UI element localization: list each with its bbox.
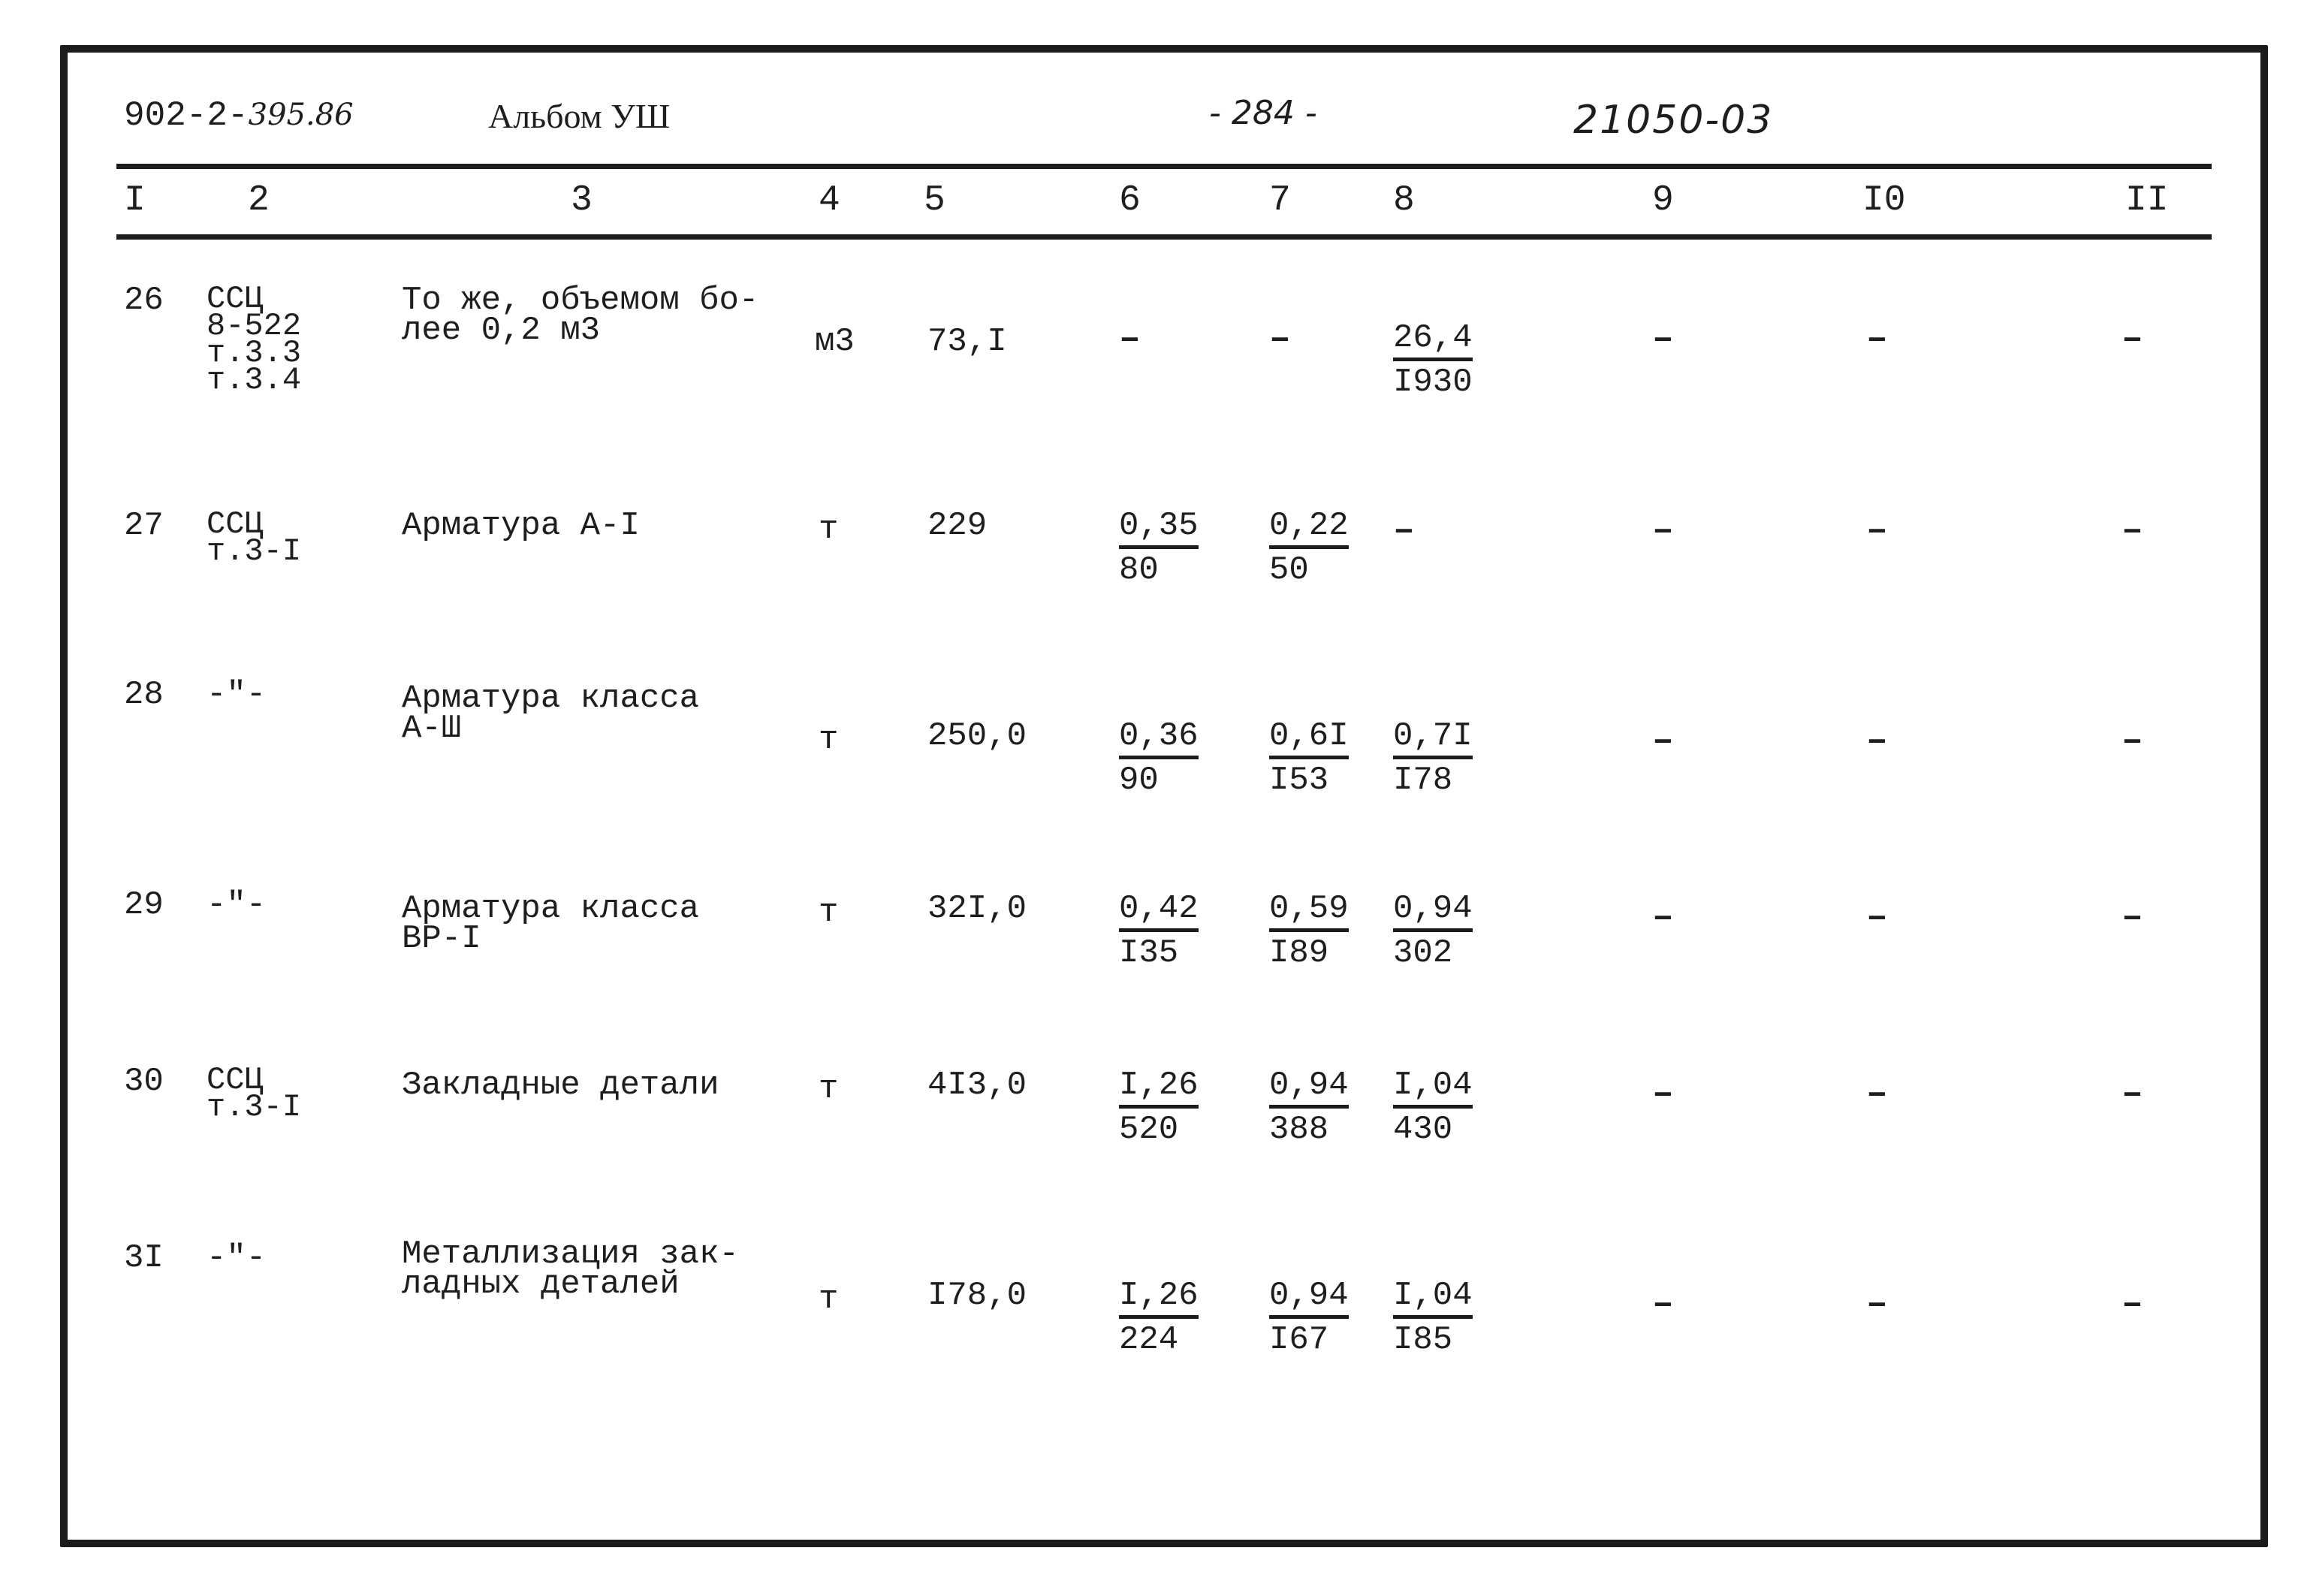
fraction-denominator: I67 bbox=[1269, 1321, 1329, 1359]
row-number: 30 bbox=[124, 1063, 164, 1100]
fraction-denominator: I930 bbox=[1393, 364, 1473, 401]
cell-dash: – bbox=[1652, 1074, 1674, 1115]
album-label: Альбом УШ bbox=[488, 97, 671, 135]
cell-dash: – bbox=[1866, 1284, 1888, 1325]
name-line: Закладные детали bbox=[402, 1067, 719, 1104]
name-line: Арматура класса bbox=[402, 680, 700, 717]
fraction-denominator: 302 bbox=[1393, 934, 1453, 972]
row-number: 28 bbox=[124, 676, 164, 714]
column-number-1: I bbox=[124, 180, 146, 221]
code-line: т.3-I bbox=[207, 1089, 302, 1125]
cell-dash: – bbox=[1652, 721, 1674, 762]
fraction-numerator: 0,42 bbox=[1119, 891, 1199, 932]
cell-dash: – bbox=[1393, 511, 1415, 551]
code-line: -"- bbox=[207, 676, 267, 714]
cell-fraction bbox=[1119, 890, 1199, 974]
fraction-denominator: 80 bbox=[1119, 551, 1159, 589]
cell-dash: – bbox=[2122, 721, 2143, 762]
fraction-numerator: I,04 bbox=[1393, 1278, 1473, 1319]
page-number: - 284 - bbox=[1209, 94, 1317, 132]
fraction-denominator: I89 bbox=[1269, 934, 1329, 972]
fraction-numerator: 0,94 bbox=[1269, 1067, 1349, 1109]
cell-dash: – bbox=[2122, 511, 2143, 551]
code-line: -"- bbox=[207, 886, 267, 924]
row-code bbox=[207, 676, 267, 714]
fraction-numerator: 0,36 bbox=[1119, 718, 1199, 759]
code-line: ССЦ bbox=[207, 1062, 264, 1098]
code-line: ССЦ bbox=[207, 506, 264, 542]
cell-dash: – bbox=[1652, 319, 1674, 360]
fraction-numerator: 0,94 bbox=[1269, 1278, 1349, 1319]
fraction-denominator: 520 bbox=[1119, 1111, 1179, 1148]
row-unit: т bbox=[819, 511, 839, 548]
fraction-numerator: I,04 bbox=[1393, 1067, 1473, 1109]
fraction-numerator: 0,22 bbox=[1269, 508, 1349, 549]
fraction-denominator: I78 bbox=[1393, 762, 1453, 799]
fraction-numerator: 0,59 bbox=[1269, 891, 1349, 932]
row-unit: т bbox=[819, 1281, 839, 1318]
name-line: Арматура А-I bbox=[402, 507, 640, 545]
cell-fraction bbox=[1119, 507, 1199, 591]
fraction-numerator: I,26 bbox=[1119, 1278, 1199, 1319]
row-unit: т bbox=[819, 1070, 839, 1108]
row-price: 32I,0 bbox=[927, 890, 1027, 928]
cell-fraction bbox=[1269, 717, 1349, 801]
cell-fraction bbox=[1393, 1277, 1473, 1361]
row-price: I78,0 bbox=[927, 1277, 1027, 1314]
row-price: 250,0 bbox=[927, 717, 1027, 755]
header-top-rule bbox=[116, 164, 2212, 169]
row-name bbox=[402, 282, 759, 349]
code-line: т.3.4 bbox=[207, 362, 302, 398]
code-line: ССЦ bbox=[207, 281, 264, 317]
row-name bbox=[402, 1235, 739, 1303]
cell-fraction bbox=[1119, 1067, 1199, 1151]
name-line: А-Ш bbox=[402, 710, 462, 747]
document-number: 21050-03 bbox=[1573, 98, 1774, 143]
fraction-denominator: I85 bbox=[1393, 1321, 1453, 1359]
cell-dash: – bbox=[1866, 721, 1888, 762]
cell-dash: – bbox=[1866, 898, 1888, 938]
fraction-numerator: 0,6I bbox=[1269, 718, 1349, 759]
row-code bbox=[207, 1062, 302, 1125]
column-number-6: 6 bbox=[1119, 180, 1141, 221]
row-code bbox=[207, 886, 267, 924]
cell-fraction bbox=[1393, 319, 1473, 403]
cell-dash: – bbox=[2122, 1074, 2143, 1115]
name-line: То же, объемом бо- bbox=[402, 282, 759, 319]
fraction-denominator: 388 bbox=[1269, 1111, 1329, 1148]
row-number: 29 bbox=[124, 886, 164, 924]
fraction-numerator: I,26 bbox=[1119, 1067, 1199, 1109]
cell-dash: – bbox=[2122, 319, 2143, 360]
row-price: 229 bbox=[927, 507, 988, 545]
fraction-numerator: 26,4 bbox=[1393, 320, 1473, 361]
fraction-denominator: 224 bbox=[1119, 1321, 1179, 1359]
name-line: Арматура класса bbox=[402, 890, 700, 928]
row-number: 26 bbox=[124, 282, 164, 319]
cell-fraction bbox=[1269, 890, 1349, 974]
row-number: 27 bbox=[124, 507, 164, 545]
document-code-prefix: 902-2- bbox=[124, 96, 249, 135]
cell-dash: – bbox=[1119, 319, 1141, 360]
fraction-numerator: 0,7I bbox=[1393, 718, 1473, 759]
code-line: т.3.3 bbox=[207, 335, 302, 371]
row-number: 3I bbox=[124, 1239, 164, 1277]
fraction-denominator: I53 bbox=[1269, 762, 1329, 799]
cell-fraction bbox=[1119, 717, 1199, 801]
column-number-4: 4 bbox=[819, 180, 840, 221]
fraction-numerator: 0,35 bbox=[1119, 508, 1199, 549]
row-price: 4I3,0 bbox=[927, 1067, 1027, 1104]
cell-fraction bbox=[1119, 1277, 1199, 1361]
cell-fraction bbox=[1393, 717, 1473, 801]
cell-fraction bbox=[1269, 1277, 1349, 1361]
cell-fraction bbox=[1393, 890, 1473, 974]
header-bottom-rule bbox=[116, 234, 2212, 240]
column-number-3: 3 bbox=[571, 180, 593, 221]
cell-dash: – bbox=[1269, 319, 1291, 360]
row-unit: т bbox=[819, 721, 839, 759]
code-line: т.3-I bbox=[207, 533, 302, 569]
cell-dash: – bbox=[2122, 1284, 2143, 1325]
name-line: ладных деталей bbox=[402, 1266, 680, 1303]
fraction-numerator: 0,94 bbox=[1393, 891, 1473, 932]
cell-dash: – bbox=[1866, 319, 1888, 360]
name-line: лее 0,2 м3 bbox=[402, 312, 601, 349]
column-number-7: 7 bbox=[1269, 180, 1291, 221]
row-price: 73,I bbox=[927, 323, 1007, 361]
cell-fraction bbox=[1269, 507, 1349, 591]
cell-dash: – bbox=[1866, 1074, 1888, 1115]
document-code-handwritten: 395.86 bbox=[248, 98, 354, 132]
fraction-denominator: 50 bbox=[1269, 551, 1309, 589]
row-unit: м3 bbox=[815, 323, 855, 361]
column-number-10: I0 bbox=[1862, 180, 1906, 221]
cell-dash: – bbox=[1866, 511, 1888, 551]
code-line: 8-522 bbox=[207, 308, 302, 344]
row-name bbox=[402, 1067, 719, 1104]
cell-dash: – bbox=[2122, 898, 2143, 938]
row-name bbox=[402, 680, 700, 747]
row-code bbox=[207, 506, 302, 569]
cell-dash: – bbox=[1652, 1284, 1674, 1325]
row-unit: т bbox=[819, 894, 839, 931]
name-line: ВР-I bbox=[402, 920, 481, 958]
code-line: -"- bbox=[207, 1239, 267, 1277]
cell-fraction bbox=[1393, 1067, 1473, 1151]
column-number-9: 9 bbox=[1652, 180, 1674, 221]
cell-dash: – bbox=[1652, 898, 1674, 938]
fraction-denominator: I35 bbox=[1119, 934, 1179, 972]
row-code bbox=[207, 281, 302, 398]
fraction-denominator: 430 bbox=[1393, 1111, 1453, 1148]
row-name bbox=[402, 507, 640, 545]
document-code bbox=[124, 96, 354, 135]
column-number-5: 5 bbox=[924, 180, 945, 221]
row-code bbox=[207, 1239, 267, 1277]
column-number-11: II bbox=[2125, 180, 2169, 221]
name-line: Металлизация зак- bbox=[402, 1235, 739, 1273]
column-number-8: 8 bbox=[1393, 180, 1415, 221]
fraction-denominator: 90 bbox=[1119, 762, 1159, 799]
column-number-2: 2 bbox=[248, 180, 270, 221]
row-name bbox=[402, 890, 700, 958]
cell-dash: – bbox=[1652, 511, 1674, 551]
cell-fraction bbox=[1269, 1067, 1349, 1151]
